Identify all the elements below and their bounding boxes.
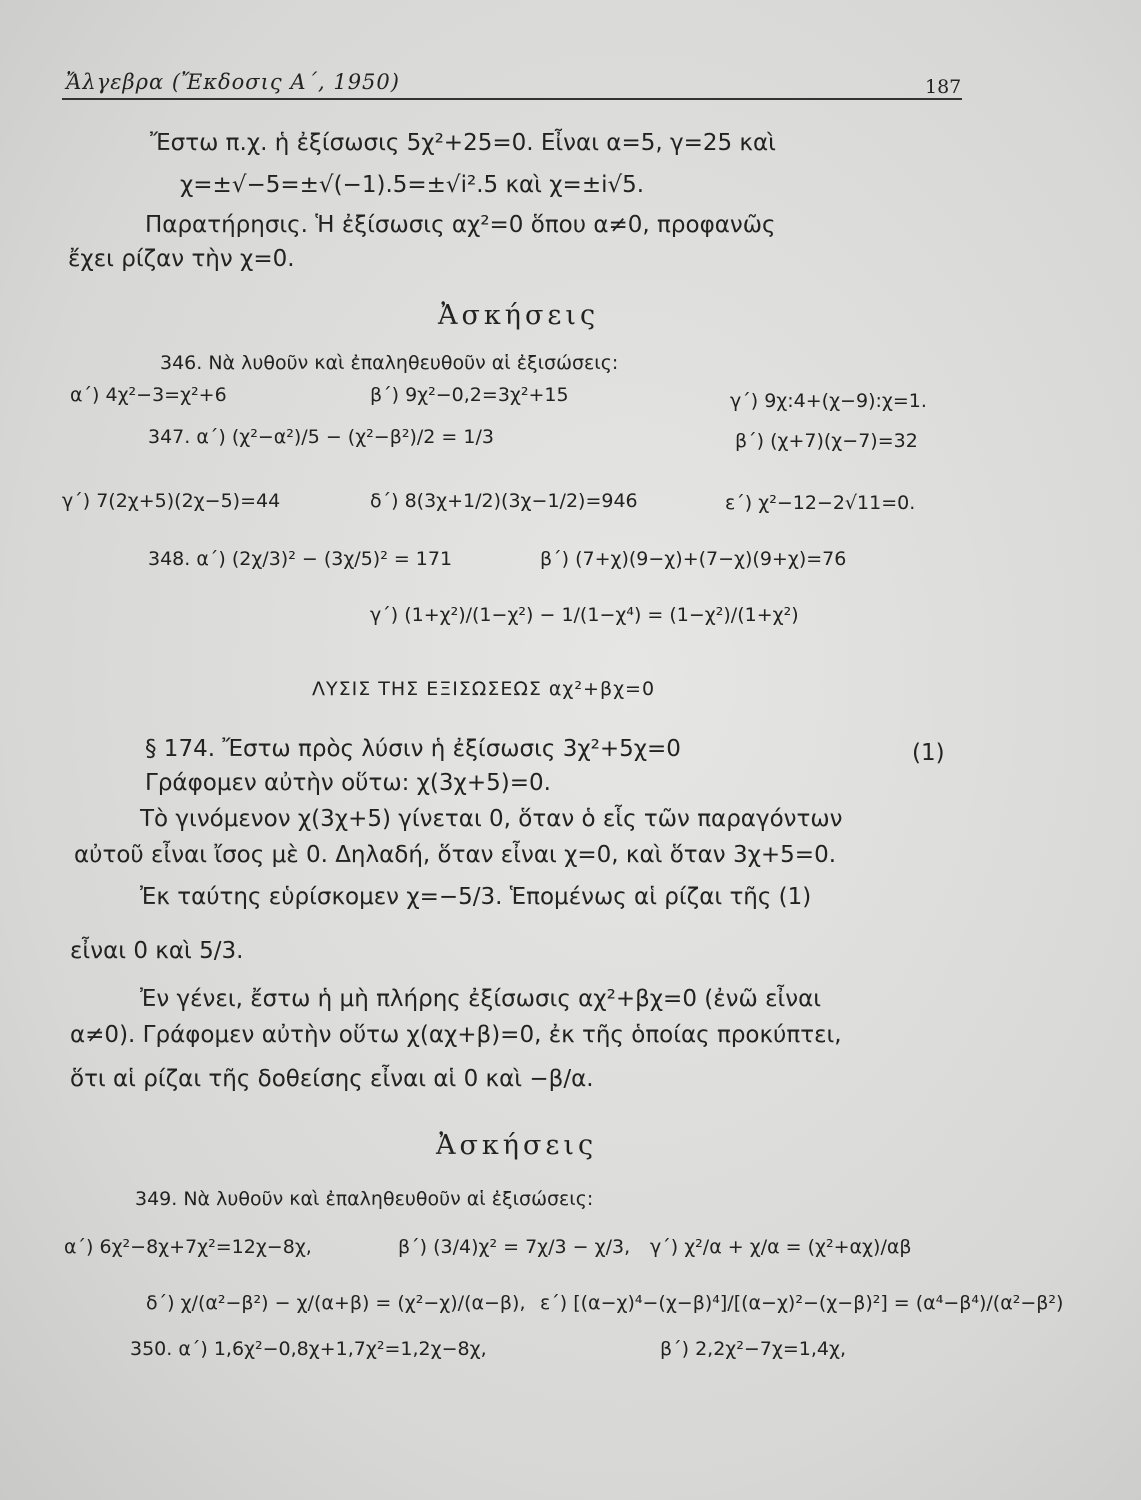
text-line: χ=±√−5=±√(−1).5=±√i².5 καὶ χ=±i√5. [180, 172, 645, 198]
exercise-line: 350. α΄) 1,6χ²−0,8χ+1,7χ²=1,2χ−8χ, [130, 1338, 487, 1360]
exercise-line: δ΄) 8(3χ+1/2)(3χ−1/2)=946 [370, 490, 638, 512]
exercise-line: 346. Νὰ λυθοῦν καὶ ἐπαληθευθοῦν αἱ ἐξισώσεις: [160, 352, 619, 374]
text-line: αὐτοῦ εἶναι ἴσος μὲ 0. Δηλαδή, ὅταν εἶναι χ=0, καὶ ὅταν 3χ+5=0. [74, 842, 837, 868]
text-line: α≠0). Γράφομεν αὐτὴν οὕτω χ(αχ+β)=0, ἐκ τῆς ὁποίας προκύπτει, [70, 1022, 842, 1048]
exercise-line: ε΄) χ²−12−2√11=0. [725, 492, 916, 514]
text-line: Τὸ γινόμενον χ(3χ+5) γίνεται 0, ὅταν ὁ εἷς τῶν παραγόντων [140, 806, 843, 832]
exercise-line: γ΄) 9χ:4+(χ−9):χ=1. [730, 390, 927, 412]
exercise-line: β΄) (χ+7)(χ−7)=32 [735, 430, 918, 452]
running-title: Ἄλγεβρα (Ἔκδοσις Α΄, 1950) [66, 70, 400, 94]
text-line: Παρατήρησις. Ἡ ἐξίσωσις αχ²=0 ὅπου α≠0, προφανῶς [145, 212, 776, 238]
exercise-line: 348. α΄) (2χ/3)² − (3χ/5)² = 171 [148, 548, 453, 570]
exercise-line: 349. Νὰ λυθοῦν καὶ ἐπαληθευθοῦν αἱ ἐξισώσεις: [135, 1188, 594, 1210]
exercise-line: γ΄) χ²/α + χ/α = (χ²+αχ)/αβ [650, 1236, 912, 1258]
exercise-line: α΄) 6χ²−8χ+7χ²=12χ−8χ, [64, 1236, 312, 1258]
exercise-line: β΄) 9χ²−0,2=3χ²+15 [370, 384, 569, 406]
exercise-line: γ΄) 7(2χ+5)(2χ−5)=44 [62, 490, 281, 512]
section-heading: Ἀσκήσεις [438, 300, 600, 331]
text-line: Ἐκ ταύτης εὑρίσκομεν χ=−5/3. Ἑπομένως αἱ ρίζαι τῆς (1) [140, 884, 812, 910]
text-line: εἶναι 0 καὶ 5/3. [70, 938, 244, 964]
exercise-line: δ΄) χ/(α²−β²) − χ/(α+β) = (χ²−χ)/(α−β), [146, 1292, 526, 1314]
text-line: Ἐν γένει, ἔστω ἡ μὴ πλήρης ἐξίσωσις αχ²+βχ=0 (ἐνῶ εἶναι [140, 986, 822, 1012]
text-line: ὅτι αἱ ρίζαι τῆς δοθείσης εἶναι αἱ 0 καὶ −β/α. [70, 1066, 594, 1092]
exercise-line: β΄) (7+χ)(9−χ)+(7−χ)(9+χ)=76 [540, 548, 847, 570]
text-line: § 174. Ἔστω πρὸς λύσιν ἡ ἐξίσωσις 3χ²+5χ=0 [145, 736, 681, 762]
exercise-line: α΄) 4χ²−3=χ²+6 [70, 384, 227, 406]
header-rule [62, 98, 962, 100]
text-line: Ἔστω π.χ. ἡ ἐξίσωσις 5χ²+25=0. Εἶναι α=5, γ=25 καὶ [150, 130, 776, 156]
page-number: 187 [925, 76, 962, 98]
exercise-line: 347. α΄) (χ²−α²)/5 − (χ²−β²)/2 = 1/3 [148, 426, 494, 448]
exercise-line: ε΄) [(α−χ)⁴−(χ−β)⁴]/[(α−χ)²−(χ−β)²] = (α⁴−β⁴)/(α²−β²) [540, 1292, 1064, 1314]
exercise-line: β΄) 2,2χ²−7χ=1,4χ, [660, 1338, 847, 1360]
exercise-line: γ΄) (1+χ²)/(1−χ²) − 1/(1−χ⁴) = (1−χ²)/(1+χ²) [370, 604, 799, 626]
section-title: ΛΥΣΙΣ ΤΗΣ ΕΞΙΣΩΣΕΩΣ αχ²+βχ=0 [312, 678, 656, 700]
section-heading: Ἀσκήσεις [436, 1130, 598, 1161]
text-line: ἔχει ρίζαν τὴν χ=0. [68, 246, 295, 272]
text-line: Γράφομεν αὐτὴν οὕτω: χ(3χ+5)=0. [145, 770, 551, 796]
exercise-line: β΄) (3/4)χ² = 7χ/3 − χ/3, [398, 1236, 631, 1258]
equation-number: (1) [912, 740, 945, 766]
